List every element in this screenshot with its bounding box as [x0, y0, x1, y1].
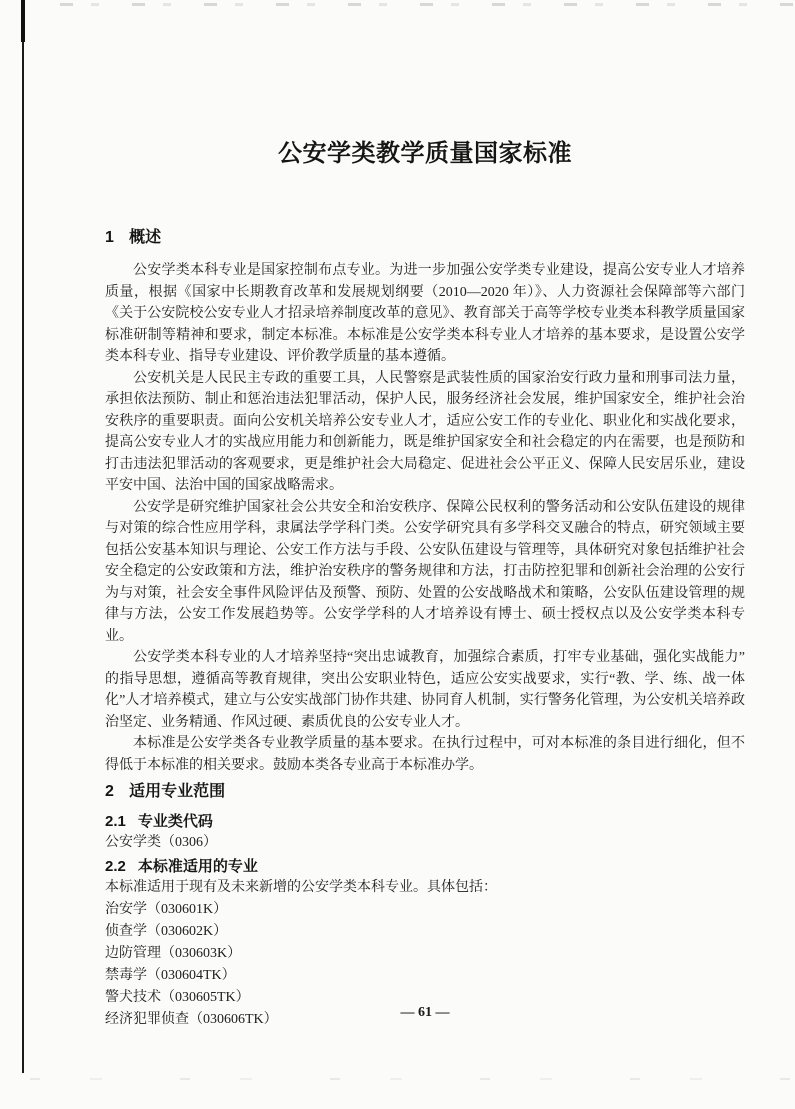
section-1-paragraph-2: 公安机关是人民民主专政的重要工具，人民警察是武装性质的国家治安行政力量和刑事司法力量，承担依法预防、制止和惩治违法犯罪活动，保护人民，服务经济社会发展，维护国家安全，维护社会治安秩序的重要职责。面向公安机关培养公安专业人才，适应公安工作的专业化、职业化和实战化要求，提高公安专业人才的实战应用能力和创新能力，既是维护国家安全和社会稳定的内在需要，也是预防和打击违法犯罪活动的客观要求，更是维护社会大局稳定、促进社会公平正义、保障人民安居乐业，建设平安中国、法治中国的国家战略需求。	[105, 370, 745, 493]
major-list-item: 禁毒学（030604TK）	[105, 968, 236, 983]
section-2-1-heading	[105, 812, 745, 832]
scan-edge-notch	[21, 0, 25, 42]
section-2-number: 2	[105, 783, 114, 800]
applicable-majors-intro: 本标准适用于现有及未来新增的公安学类本科专业。具体包括：	[105, 880, 497, 895]
document-title: 公安学类教学质量国家标准	[278, 141, 572, 167]
section-2-2-heading	[105, 857, 745, 877]
major-list-item: 警犬技术（030605TK）	[105, 990, 250, 1005]
document-body	[105, 228, 745, 1031]
section-1-heading	[105, 228, 745, 248]
section-1-paragraph-1: 公安学类本科专业是国家控制布点专业。为进一步加强公安学类专业建设，提高公安专业人才培养质量，根据《国家中长期教育改革和发展规划纲要（2010—2020 年）》、人力资源社会保障部等六部门《关于公安院校公安专业人才招录培养制度改革的意见》、教育部关于高等学校专业类本科教学质量国家标准研制等精神和要求，制定本标准。本标准是公安学类本科专业人才培养的基本要求，是设置公安学类本科专业、指导专业建设、评价教学质量的基本遵循。	[105, 263, 745, 364]
section-1-number: 1	[105, 229, 114, 246]
major-list-item: 侦查学（030602K）	[105, 924, 228, 939]
page-number: — 61 —	[400, 1005, 450, 1020]
section-2-heading	[105, 781, 745, 803]
major-class-code: 公安学类（0306）	[105, 835, 217, 850]
section-1-title: 概述	[129, 229, 162, 246]
section-2-1-title: 专业类代码	[137, 813, 213, 830]
section-2-1-number: 2.1	[105, 813, 126, 830]
major-list-item: 边防管理（030603K）	[105, 946, 242, 961]
section-2-title: 适用专业范围	[129, 783, 226, 800]
section-2-2-number: 2.2	[105, 858, 126, 875]
scan-edge-line	[22, 0, 24, 1073]
scan-artifact-top	[60, 3, 795, 6]
section-2-2-title: 本标准适用的专业	[137, 858, 258, 875]
major-list-item: 经济犯罪侦查（030606TK）	[105, 1012, 278, 1027]
section-1-paragraph-4: 公安学类本科专业的人才培养坚持“突出忠诚教育，加强综合素质，打牢专业基础，强化实战能力”的指导思想，遵循高等教育规律，突出公安职业特色，适应公安实战要求，实行“教、学、练、战一体化”人才培养模式，建立与公安实战部门协作共建、协同育人机制，实行警务化管理，为公安机关培养政治坚定、业务精通、作风过硬、素质优良的公安专业人才。	[105, 650, 745, 730]
scan-artifact-bottom	[30, 1078, 795, 1080]
section-1-paragraph-5: 本标准是公安学类各专业教学质量的基本要求。在执行过程中，可对本标准的条目进行细化，但不得低于本标准的相关要求。鼓励本类各专业高于本标准办学。	[105, 736, 745, 773]
section-1-paragraph-3: 公安学是研究维护国家社会公共安全和治安秩序、保障公民权利的警务活动和公安队伍建设的规律与对策的综合性应用学科，隶属法学学科门类。公安学研究具有多学科交叉融合的特点，研究领域主要包括公安基本知识与理论、公安工作方法与手段、公安队伍建设与管理等，具体研究对象包括维护社会安全稳定的公安政策和方法，维护治安秩序的警务规律和方法，打击防控犯罪和创新社会治理的公安行为与对策，社会安全事件风险评估及预警、预防、处置的公安战略战术和策略，公安队伍建设管理的规律与方法，公安工作发展趋势等。公安学学科的人才培养设有博士、硕士授权点以及公安学类本科专业。	[105, 499, 745, 644]
major-list-item: 治安学（030601K）	[105, 902, 228, 917]
